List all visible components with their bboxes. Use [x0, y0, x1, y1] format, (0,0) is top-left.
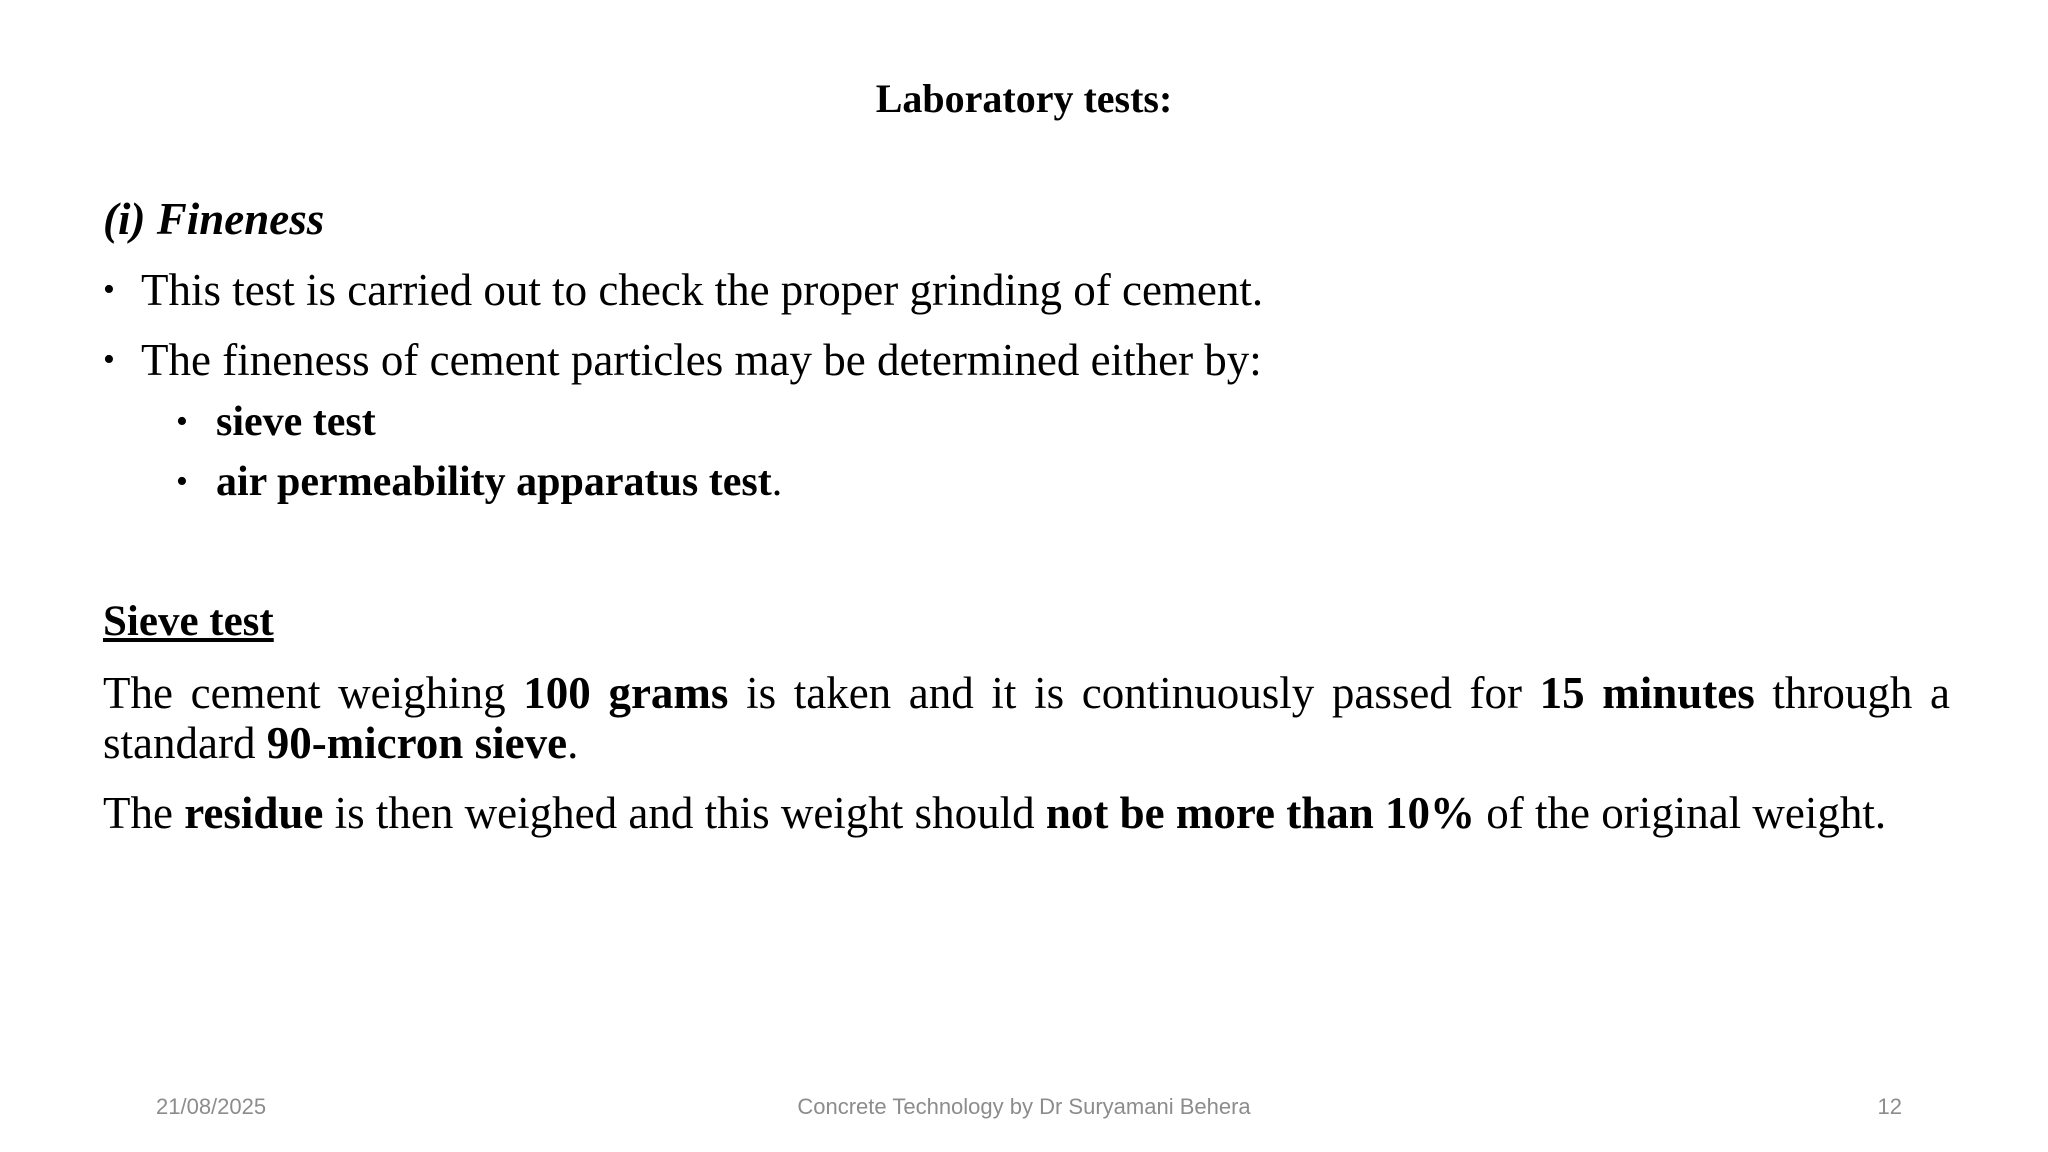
paragraph-bold-text: 100 grams [523, 668, 729, 718]
paragraph-residue [103, 788, 1950, 838]
footer-page-number: 12 [1877, 1094, 1902, 1119]
paragraph-text: is then weighed and this weight should [323, 788, 1046, 838]
bullet-text: The fineness of cement particles may be determined either by: [141, 335, 1262, 385]
sub-bullet-period: . [771, 459, 783, 505]
bullet-item [103, 332, 1262, 388]
section-heading-fineness: (i) Fineness [103, 194, 325, 244]
paragraph-bold-text: 15 minutes [1539, 668, 1755, 718]
sub-bullet-item [176, 454, 783, 510]
paragraph-bold-text: 90-micron sieve [266, 718, 568, 768]
slide-title: Laboratory tests: [875, 76, 1173, 121]
sub-bullet-item [176, 394, 376, 450]
sub-bullet-text: sieve test [216, 399, 376, 445]
bullet-dot-icon: • [103, 341, 115, 378]
bullet-item [103, 262, 1264, 318]
paragraph-text: The cement weighing [103, 668, 524, 718]
bullet-text: This test is carried out to check the proper grinding of cement. [141, 265, 1264, 315]
bullet-dot-icon: • [176, 463, 188, 500]
paragraph-sieve-procedure [103, 668, 1950, 768]
sieve-test-heading: Sieve test [103, 598, 274, 645]
footer-date: 21/08/2025 [156, 1094, 267, 1119]
paragraph-bold-text: residue [184, 788, 324, 838]
sub-bullet-text: air permeability apparatus test [216, 459, 772, 505]
paragraph-text: . [567, 718, 579, 768]
paragraph-text: through a standard [103, 668, 1950, 768]
paragraph-text: is taken and it is continuously passed for [728, 668, 1540, 718]
paragraph-text: of the original weight. [1475, 788, 1887, 838]
bullet-dot-icon: • [103, 271, 115, 308]
bullet-dot-icon: • [176, 403, 188, 440]
paragraph-text: The [103, 788, 185, 838]
paragraph-bold-text: not be more than 10% [1045, 788, 1475, 838]
footer-title: Concrete Technology by Dr Suryamani Behera [797, 1094, 1251, 1119]
